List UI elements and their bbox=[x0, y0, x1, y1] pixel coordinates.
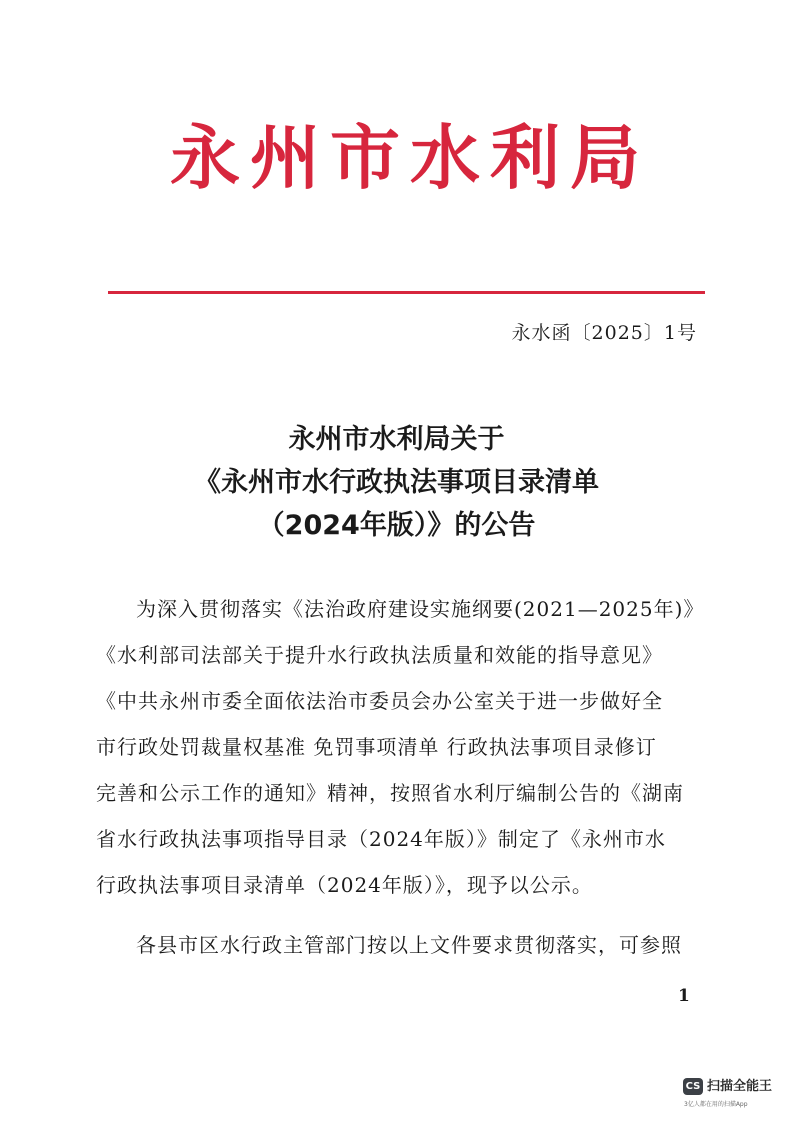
body-line: 省水行政执法事项指导目录（2024年版）》制定了《永州市水 bbox=[96, 827, 666, 851]
body-line: 市行政处罚裁量权基准 免罚事项清单 行政执法事项目录修订 bbox=[96, 735, 657, 759]
title-line-3: （2024年版）》的公告 bbox=[257, 510, 536, 541]
red-divider-line bbox=[108, 291, 705, 294]
title-line-2: 《永州市水行政执法事项目录清单 bbox=[194, 467, 599, 498]
body-line: 各县市区水行政主管部门按以上文件要求贯彻落实，可参照 bbox=[136, 933, 682, 957]
notice-body bbox=[96, 586, 704, 968]
camscanner-logo-icon: CS bbox=[683, 1078, 703, 1095]
agency-masthead: 永州市水利局 bbox=[170, 116, 650, 199]
body-line: 为深入贯彻落实《法治政府建设实施纲要(2021—2025年)》 bbox=[136, 597, 704, 621]
scanner-watermark bbox=[683, 1076, 791, 1116]
page-number: 1 bbox=[678, 986, 690, 1006]
title-line-1: 永州市水利局关于 bbox=[288, 424, 505, 455]
body-line: 《中共永州市委全面依法治市委员会办公室关于进一步做好全 bbox=[96, 689, 663, 713]
document-number: 永水函〔2025〕1号 bbox=[511, 322, 697, 344]
body-line: 完善和公示工作的通知》精神，按照省水利厅编制公告的《湖南 bbox=[96, 781, 684, 805]
watermark-tagline: 3亿人都在用的扫描App bbox=[684, 1101, 748, 1108]
body-line: 《水利部司法部关于提升水行政执法质量和效能的指导意见》 bbox=[96, 643, 663, 667]
notice-title bbox=[0, 418, 793, 547]
watermark-brand: 扫描全能王 bbox=[707, 1079, 773, 1094]
body-line: 行政执法事项目录清单（2024年版）》，现予以公示。 bbox=[96, 873, 593, 897]
